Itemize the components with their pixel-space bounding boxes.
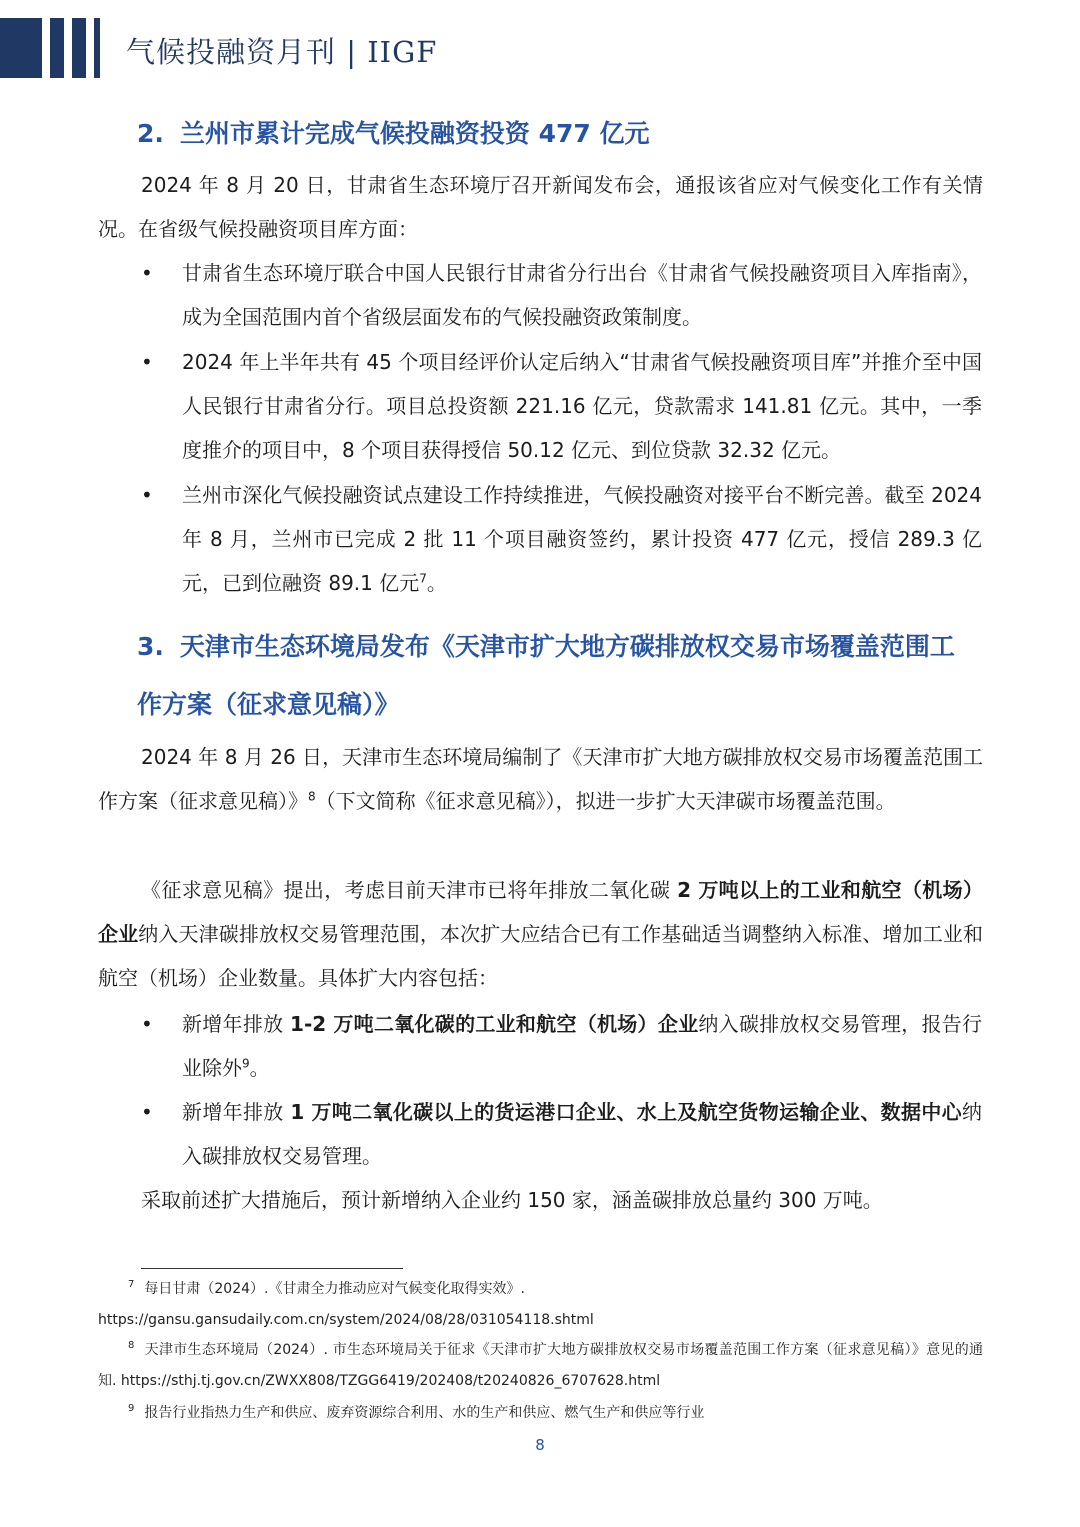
- list-item: 2024 年上半年共有 45 个项目经评价认定后纳入“甘肃省气候投融资项目库”并推介至中国人民银行甘肃省分行。项目总投资额 221.16 亿元，贷款需求 141.81 亿元。其中，一季度推介的项目中，8 个项目获得授信 50.12 亿元、到位贷款 32.32 亿元。: [182, 350, 982, 462]
- footnote-7-link[interactable]: https://gansu.gansudaily.com.cn/system/2024/08/28/031054118.shtml: [98, 1312, 594, 1328]
- section-number: 3.: [137, 632, 164, 661]
- list-item: 兰州市深化气候投融资试点建设工作持续推进，气候投融资对接平台不断完善。截至 2024 年 8 月，兰州市已完成 2 批 11 个项目融资签约，累计投资 477 亿元，授信 289.3 亿元，已到位融资 89.1 亿元$^7$。: [182, 483, 982, 595]
- bullet-marker: •: [141, 483, 153, 507]
- section-number: 2.: [137, 119, 164, 148]
- list-item: 新增年排放 1 万吨二氧化碳以上的货运港口企业、水上及航空货物运输企业、数据中心纳入碳排放权交易管理。: [182, 1100, 982, 1168]
- footnote-8: $^8$ 天津市生态环境局（2024）. 市生态环境局关于征求《天津市扩大地方碳排放权交易市场覆盖范围工作方案（征求意见稿）》意见的通知. https://sthj.tj.gov.cn/ZWXX808/TZGG6419/202408/t20240826_6707628.html: [98, 1340, 983, 1389]
- section-title-line-1: 天津市生态环境局发布《天津市扩大地方碳排放权交易市场覆盖范围工: [179, 632, 955, 661]
- section-2-heading: [137, 114, 980, 154]
- section-3-paragraph-2: 《征求意见稿》提出，考虑目前天津市已将年排放二氧化碳 2 万吨以上的工业和航空（机场）企业纳入天津碳排放权交易管理范围，本次扩大应结合已有工作基础适当调整纳入标准、增加工业和航空（机场）企业数量。具体扩大内容包括：: [98, 878, 984, 990]
- list-item: 新增年排放 1-2 万吨二氧化碳的工业和航空（机场）企业纳入碳排放权交易管理，报告行业除外$^9$。: [182, 1012, 983, 1080]
- bullet-marker: •: [141, 1012, 153, 1036]
- section-3-paragraph-1: 2024 年 8 月 26 日，天津市生态环境局编制了《天津市扩大地方碳排放权交易市场覆盖范围工作方案（征求意见稿）》$^8$（下文简称《征求意见稿》），拟进一步扩大天津碳市场覆盖范围。: [98, 745, 983, 813]
- publication-title: 气候投融资月刊 | IIGF: [126, 35, 438, 69]
- footnote-7: $^7$ 每日甘肃（2024）.《甘肃全力推动应对气候变化取得实效》.: [128, 1279, 525, 1297]
- bullet-marker: •: [141, 1100, 153, 1124]
- section-3-heading: [137, 618, 980, 734]
- section-2-intro: 2024 年 8 月 20 日，甘肃省生态环境厅召开新闻发布会，通报该省应对气候变化工作有关情况。在省级气候投融资项目库方面：: [98, 173, 983, 241]
- bullet-marker: •: [141, 261, 153, 285]
- footnote-ref[interactable]: 9: [242, 1056, 250, 1071]
- section-title-line-2: 作方案（征求意见稿）》: [137, 690, 400, 719]
- footnote-ref[interactable]: 8: [308, 789, 316, 804]
- footnote-9: $^9$ 报告行业指热力生产和供应、废弃资源综合利用、水的生产和供应、燃气生产和供应等行业: [128, 1403, 705, 1421]
- section-title: 兰州市累计完成气候投融资投资 477 亿元: [179, 119, 650, 148]
- footnote-ref[interactable]: 7: [419, 571, 427, 586]
- page-number: 8: [535, 1436, 545, 1454]
- footnote-divider: [141, 1268, 403, 1269]
- bullet-marker: •: [141, 350, 153, 374]
- section-3-paragraph-3: 采取前述扩大措施后，预计新增纳入企业约 150 家，涵盖碳排放总量约 300 万吨。: [141, 1188, 883, 1212]
- list-item: 甘肃省生态环境厅联合中国人民银行甘肃省分行出台《甘肃省气候投融资项目入库指南》，成为全国范围内首个省级层面发布的气候投融资政策制度。: [182, 261, 982, 329]
